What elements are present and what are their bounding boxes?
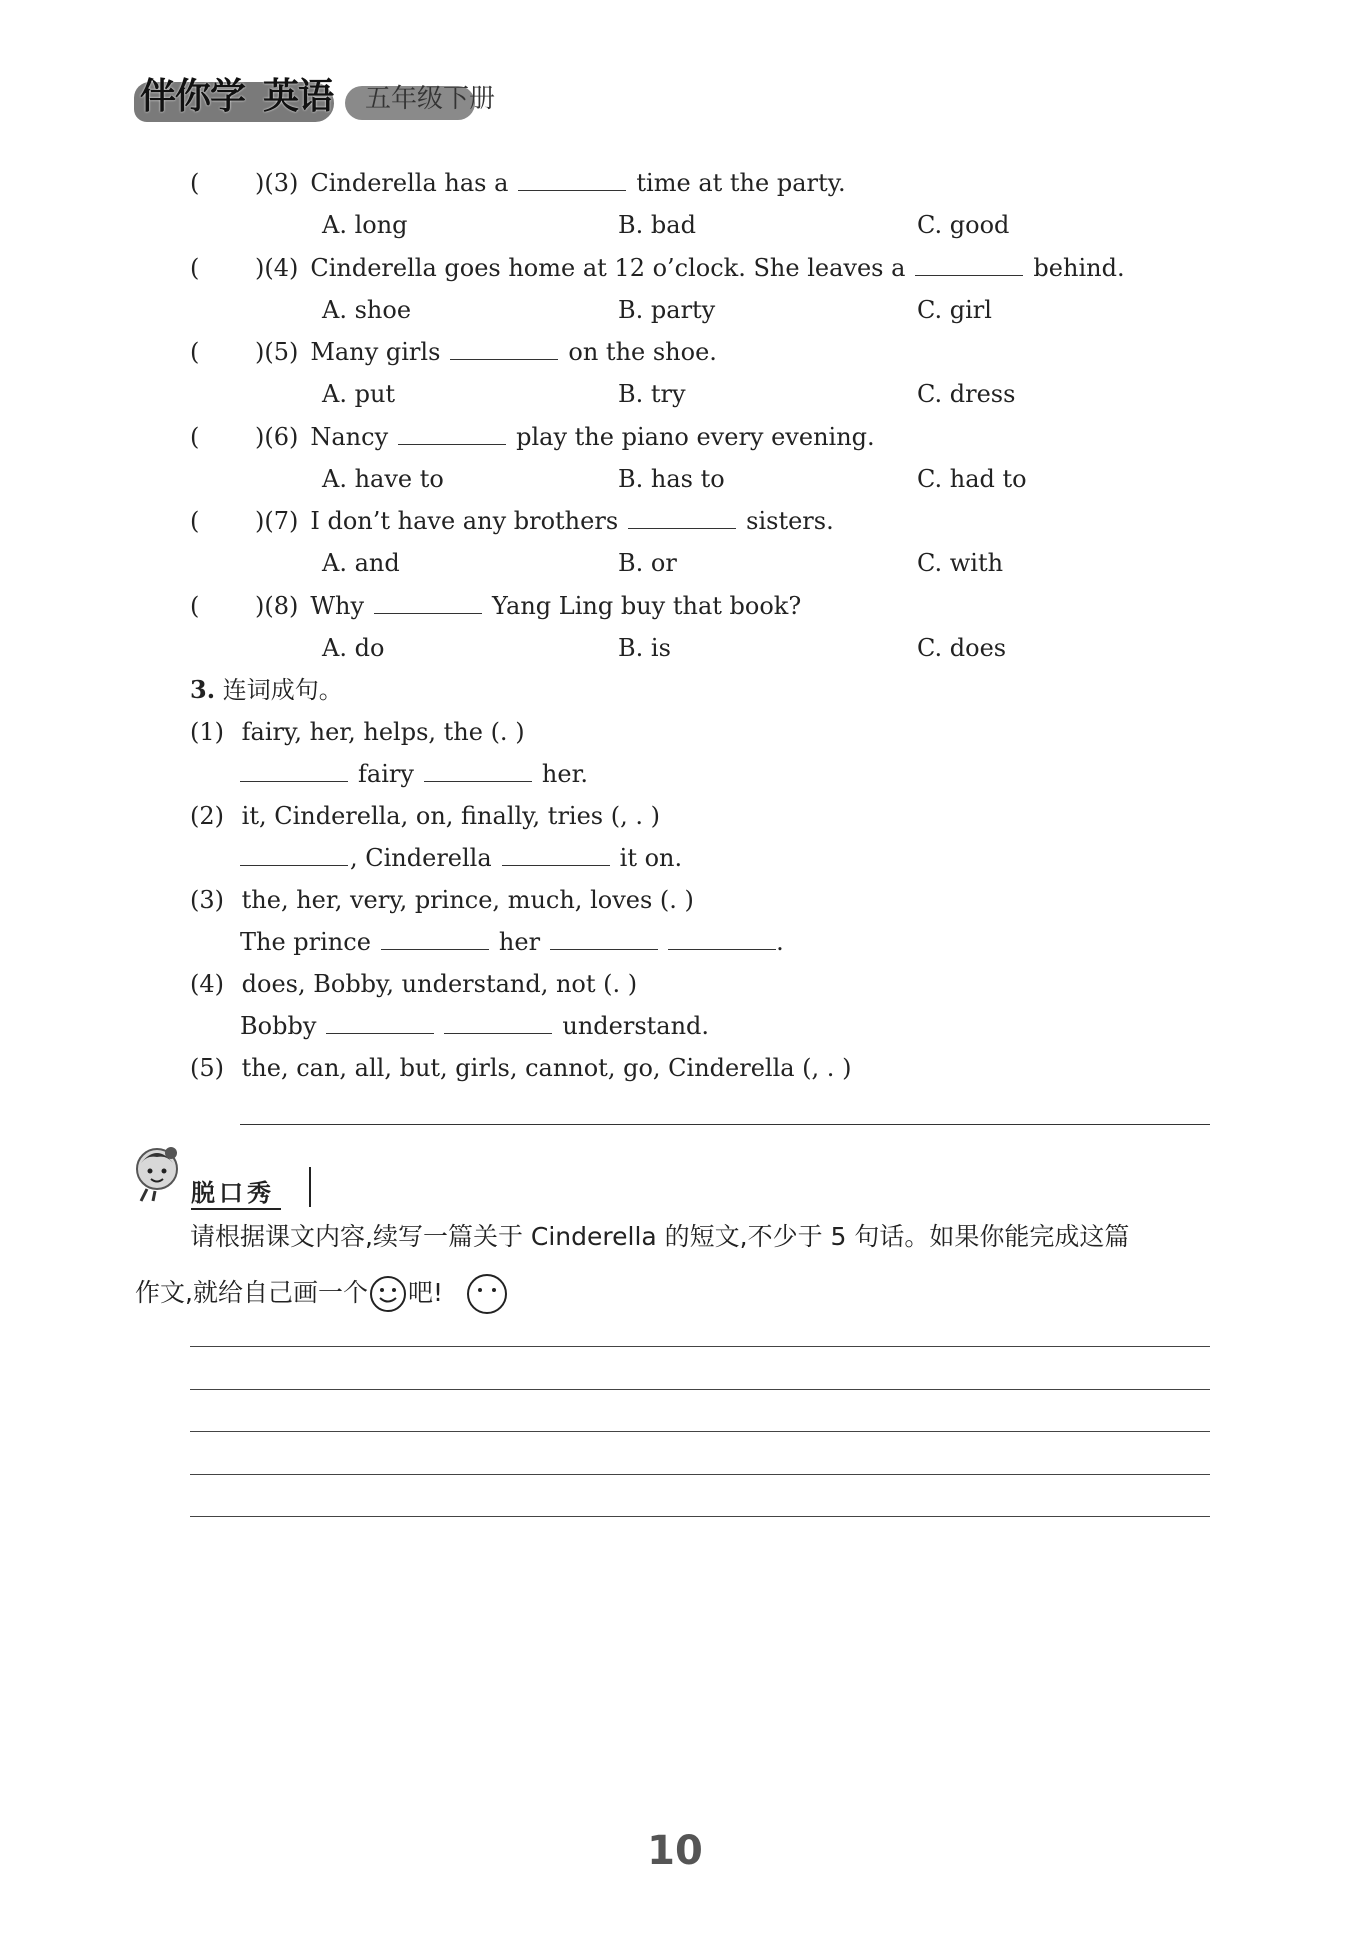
answer-blank[interactable] [240,843,348,866]
answer-blank[interactable] [444,1011,552,1034]
question-text: Cinderella has a [310,169,509,197]
answer-text: fairy [358,760,414,788]
question-text: behind. [1033,253,1125,282]
item-number: (2) [190,802,224,830]
answer-blank[interactable] [381,927,489,950]
option-a: A. and [322,549,400,577]
answer-text: her [498,928,541,956]
answer-blank[interactable] [326,1011,434,1034]
reorder-answer-2 [240,843,682,873]
writing-line[interactable] [190,1431,1210,1432]
question-text: Why [310,591,365,620]
question-number: )(5) [255,338,299,366]
section-3-number: 3. [190,675,216,704]
instruction-text: 吧! [407,1278,443,1307]
instruction-text: 作文,就给自己画一个 [135,1278,368,1307]
reorder-answer-5-line[interactable] [240,1124,1210,1125]
option-b: B. has to [618,464,725,493]
option-a: A. long [322,211,408,239]
question-number: )(7) [255,507,299,535]
reorder-item-4 [190,969,637,999]
mc-question-7 [255,506,834,536]
talk-show-instruction-1: 请根据课文内容,续写一篇关于 Cinderella 的短文,不少于 5 句话。如果你能完成这篇 [190,1222,1130,1251]
answer-blank[interactable] [502,843,610,866]
mc-question-5 [255,337,717,367]
word-list: it, Cinderella, on, finally, tries (, . ) [241,802,660,830]
question-number: )(4) [255,253,299,282]
mc-question-4 [255,253,1125,283]
option-c: C. had to [917,464,1027,493]
option-a: A. have to [322,464,444,493]
writing-line[interactable] [190,1474,1210,1475]
answer-blank[interactable] [550,927,658,950]
word-list: the, can, all, but, girls, cannot, go, Cinderella (, . ) [241,1054,852,1082]
smiley-face-icon [368,1274,408,1314]
item-number: (3) [190,886,224,914]
talk-show-instruction-2 [135,1272,509,1316]
option-c: C. does [917,633,1007,662]
mc-question-8 [255,591,801,621]
answer-paren[interactable]: ( [190,422,200,451]
question-text: Yang Ling buy that book? [492,591,802,620]
mc-question-6 [255,422,875,452]
answer-paren[interactable]: ( [190,253,200,282]
option-c: C. girl [917,295,992,324]
option-b: B. bad [618,211,696,239]
word-list: fairy, her, helps, the (. ) [241,718,525,746]
question-number: )(6) [255,422,299,451]
option-a: A. shoe [322,295,412,324]
blank-face-icon[interactable] [465,1272,509,1316]
reorder-answer-3 [240,927,784,957]
option-b: B. is [618,633,671,662]
cartoon-girl-icon [133,1145,181,1203]
question-number: )(3) [255,169,299,197]
logo-text-1: 伴你学 [140,76,246,117]
writing-line[interactable] [190,1389,1210,1390]
question-text: sisters. [746,507,834,535]
question-text: play the piano every evening. [516,422,875,451]
item-number: (4) [190,970,224,998]
question-text: Many girls [310,338,441,366]
question-text: on the shoe. [568,338,717,366]
reorder-item-3 [190,885,694,915]
answer-text: understand. [562,1012,710,1040]
answer-paren[interactable]: ( [190,591,200,620]
option-c: C. dress [917,380,1016,408]
section-3-title [190,675,343,705]
talk-show-header [133,1145,333,1205]
answer-blank[interactable] [450,337,558,360]
writing-line[interactable] [190,1516,1210,1517]
item-number: (1) [190,718,224,746]
grade-label: 五年级下册 [365,84,496,114]
answer-blank[interactable] [398,422,506,445]
answer-blank[interactable] [374,591,482,614]
answer-paren[interactable]: ( [190,169,200,197]
answer-text: it on. [619,844,683,872]
option-c: C. good [917,211,1010,239]
reorder-item-5 [190,1053,851,1083]
option-b: B. try [618,380,686,408]
item-number: (5) [190,1054,224,1082]
answer-blank[interactable] [915,253,1023,276]
reorder-item-1 [190,717,525,747]
mc-question-3 [255,168,846,198]
reorder-answer-1 [240,759,588,789]
section-3-heading: 连词成句。 [222,676,343,704]
question-text: Nancy [310,422,389,451]
option-b: B. party [618,295,716,324]
answer-paren[interactable]: ( [190,338,200,366]
question-text: I don’t have any brothers [310,507,619,535]
writing-line[interactable] [190,1346,1210,1347]
option-a: A. put [322,380,396,408]
reorder-item-2 [190,801,660,831]
answer-text: Bobby [240,1012,317,1040]
answer-blank[interactable] [240,759,348,782]
page-number: 10 [647,1828,703,1874]
answer-blank[interactable] [518,168,626,191]
question-number: )(8) [255,591,299,620]
answer-text: , Cinderella [350,844,492,872]
word-list: does, Bobby, understand, not (. ) [241,970,638,998]
word-list: the, her, very, prince, much, loves (. ) [241,886,694,914]
answer-paren[interactable]: ( [190,507,200,535]
answer-text: . [776,928,784,956]
option-b: B. or [618,549,677,577]
talk-show-label: 脱口秀 [191,1173,281,1210]
question-text: Cinderella goes home at 12 o’clock. She leaves a [310,253,906,282]
answer-blank[interactable] [668,927,776,950]
reorder-answer-4 [240,1011,709,1041]
option-c: C. with [917,549,1004,577]
option-a: A. do [322,633,385,662]
answer-text: her. [541,760,589,788]
book-logo [140,68,333,120]
question-text: time at the party. [636,169,846,197]
answer-blank[interactable] [628,506,736,529]
answer-text: The prince [240,928,371,956]
logo-text-2: 英语 [263,76,334,117]
answer-blank[interactable] [424,759,532,782]
